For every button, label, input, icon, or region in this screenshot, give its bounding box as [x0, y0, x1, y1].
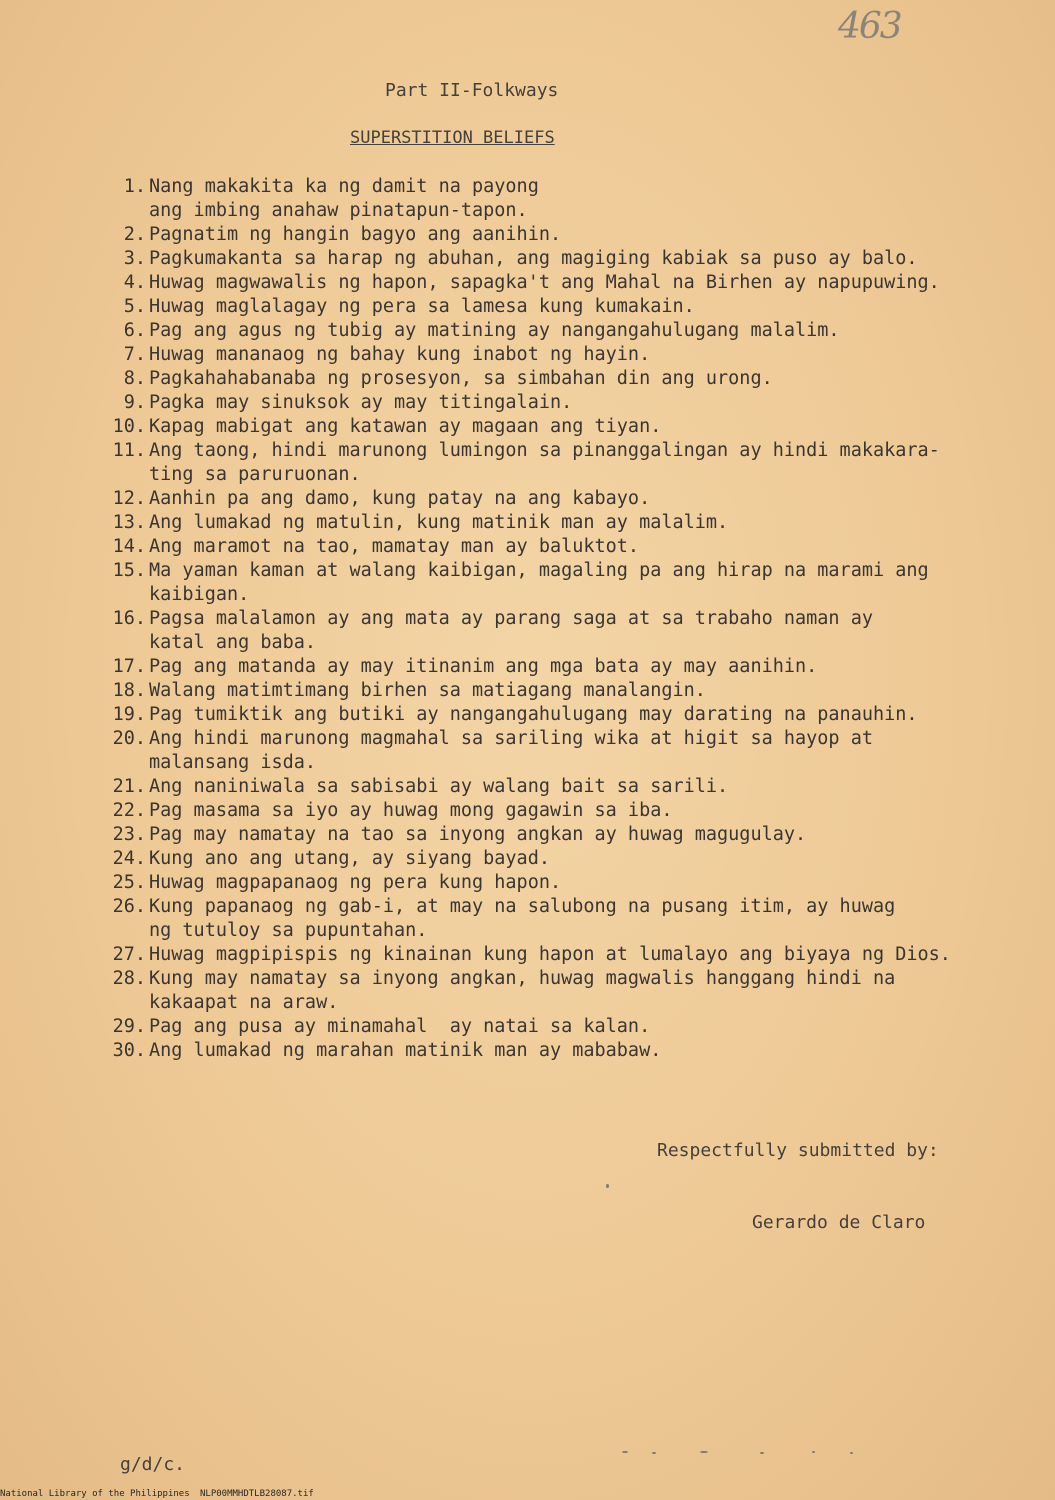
belief-text: Pagsa malalamon ay ang mata ay parang saga at sa trabaho naman ay katal ang baba. — [149, 608, 873, 653]
document-title: SUPERSTITION BELIEFS — [350, 128, 555, 148]
part-heading: Part II-Folkways — [385, 80, 559, 101]
belief-item — [0, 823, 1019, 847]
belief-text: Pagkahahabanaba ng prosesyon, sa simbahan din ang urong. — [149, 368, 773, 389]
belief-number: 13. — [112, 512, 146, 533]
belief-item — [0, 943, 1019, 967]
belief-number: 8. — [123, 368, 146, 389]
belief-number: 2. — [123, 224, 146, 245]
belief-item — [0, 271, 1019, 295]
belief-number: 21. — [112, 776, 146, 797]
footer-file-name: NLP00MMHDTLB28087.tif — [200, 1489, 314, 1499]
belief-text: Ang lumakad ng marahan matinik man ay mababaw. — [149, 1040, 662, 1061]
belief-item — [0, 247, 1019, 271]
belief-number: 15. — [112, 560, 146, 581]
belief-text: Huwag magpapanaog ng pera kung hapon. — [149, 872, 562, 893]
belief-number: 4. — [123, 272, 146, 293]
belief-number: 28. — [112, 968, 146, 989]
belief-item — [0, 535, 1019, 559]
belief-item — [0, 343, 1019, 367]
belief-item — [0, 799, 1019, 823]
belief-item — [0, 703, 1019, 727]
belief-text: Pagnatim ng hangin bagyo ang aanihin. — [149, 224, 562, 245]
belief-text: Kapag mabigat ang katawan ay magaan ang tiyan. — [149, 416, 662, 437]
belief-number: 3. — [123, 248, 146, 269]
belief-number: 11. — [112, 440, 146, 461]
belief-text: Pag masama sa iyo ay huwag mong gagawin sa iba. — [149, 800, 673, 821]
belief-text: Ang taong, hindi marunong lumingon sa pinanggalingan ay hindi makakara- ting sa paruruonan. — [149, 440, 940, 485]
belief-number: 22. — [112, 800, 146, 821]
belief-text: Pagkumakanta sa harap ng abuhan, ang magiging kabiak sa puso ay balo. — [149, 248, 918, 269]
ink-speck — [760, 1452, 764, 1454]
handwritten-page-number: 463 — [838, 6, 901, 47]
ink-speck — [652, 1452, 656, 1454]
belief-text: Huwag magwawalis ng hapon, sapagka't ang Mahal na Birhen ay napupuwing. — [149, 272, 940, 293]
belief-item — [0, 559, 1019, 607]
signer-name: Gerardo de Claro — [752, 1212, 926, 1233]
belief-item — [0, 367, 1019, 391]
belief-item — [0, 319, 1019, 343]
belief-number: 5. — [123, 296, 146, 317]
ink-speck — [622, 1451, 628, 1453]
belief-number: 25. — [112, 872, 146, 893]
belief-item — [0, 871, 1019, 895]
belief-item — [0, 295, 1019, 319]
belief-item — [0, 727, 1019, 775]
belief-item — [0, 775, 1019, 799]
belief-text: Pagka may sinuksok ay may titingalain. — [149, 392, 573, 413]
belief-text: Pag ang agus ng tubig ay matining ay nangangahulugang malalim. — [149, 320, 840, 341]
ink-speck — [700, 1451, 708, 1453]
belief-item — [0, 223, 1019, 247]
belief-number: 23. — [112, 824, 146, 845]
belief-number: 9. — [123, 392, 146, 413]
belief-text: Ang lumakad ng matulin, kung matinik man ay malalim. — [149, 512, 729, 533]
belief-text: Pag may namatay na tao sa inyong angkan ay huwag magugulay. — [149, 824, 807, 845]
belief-number: 27. — [112, 944, 146, 965]
typist-initials: g/d/c. — [120, 1454, 186, 1475]
belief-item — [0, 511, 1019, 535]
belief-item — [0, 439, 1019, 487]
belief-number: 1. — [123, 176, 146, 197]
belief-item — [0, 967, 1019, 1015]
belief-number: 17. — [112, 656, 146, 677]
belief-text: Pag ang matanda ay may itinanim ang mga bata ay may aanihin. — [149, 656, 818, 677]
belief-text: Walang matimtimang birhen sa matiagang manalangin. — [149, 680, 706, 701]
belief-number: 26. — [112, 896, 146, 917]
belief-text: Aanhin pa ang damo, kung patay na ang kabayo. — [149, 488, 651, 509]
belief-number: 24. — [112, 848, 146, 869]
belief-item — [0, 1015, 1019, 1039]
belief-text: Nang makakita ka ng damit na payong ang imbing anahaw pinatapun-tapon. — [149, 176, 539, 221]
belief-text: Ang hindi marunong magmahal sa sariling wika at higit sa hayop at malansang isda. — [149, 728, 873, 773]
belief-number: 7. — [123, 344, 146, 365]
belief-item — [0, 175, 1019, 223]
belief-item — [0, 487, 1019, 511]
belief-text: Pag ang pusa ay minamahal ay natai sa kalan. — [149, 1016, 651, 1037]
belief-item — [0, 895, 1019, 943]
belief-number: 6. — [123, 320, 146, 341]
beliefs-list — [0, 175, 1019, 1063]
belief-text: Huwag magpipispis ng kinainan kung hapon at lumalayo ang biyaya ng Dios. — [149, 944, 951, 965]
ink-speck — [812, 1451, 815, 1453]
belief-number: 30. — [112, 1040, 146, 1061]
belief-item — [0, 655, 1019, 679]
ink-speck — [850, 1452, 853, 1454]
belief-text: Ang naniniwala sa sabisabi ay walang bait sa sarili. — [149, 776, 729, 797]
belief-item — [0, 1039, 1019, 1063]
ink-speck — [606, 1184, 609, 1188]
belief-number: 18. — [112, 680, 146, 701]
belief-text: Pag tumiktik ang butiki ay nangangahulugang may darating na panauhin. — [149, 704, 918, 725]
belief-text: Ma yaman kaman at walang kaibigan, magaling pa ang hirap na marami ang kaibigan. — [149, 560, 929, 605]
belief-item — [0, 415, 1019, 439]
belief-text: Huwag maglalagay ng pera sa lamesa kung kumakain. — [149, 296, 695, 317]
belief-number: 20. — [112, 728, 146, 749]
belief-number: 19. — [112, 704, 146, 725]
belief-item — [0, 847, 1019, 871]
belief-text: Huwag mananaog ng bahay kung inabot ng hayin. — [149, 344, 651, 365]
belief-text: Kung papanaog ng gab-i, at may na salubong na pusang itim, ay huwag ng tutuloy sa pupuntahan. — [149, 896, 896, 941]
belief-number: 10. — [112, 416, 146, 437]
belief-number: 14. — [112, 536, 146, 557]
belief-number: 12. — [112, 488, 146, 509]
closing-line: Respectfully submitted by: — [657, 1140, 939, 1161]
belief-item — [0, 391, 1019, 415]
belief-number: 29. — [112, 1016, 146, 1037]
footer-source: National Library of the Philippines — [0, 1489, 190, 1499]
belief-number: 16. — [112, 608, 146, 629]
belief-text: Kung ano ang utang, ay siyang bayad. — [149, 848, 550, 869]
belief-item — [0, 679, 1019, 703]
belief-text: Kung may namatay sa inyong angkan, huwag magwalis hanggang hindi na kakaapat na araw. — [149, 968, 896, 1013]
belief-item — [0, 607, 1019, 655]
belief-text: Ang maramot na tao, mamatay man ay baluktot. — [149, 536, 640, 557]
